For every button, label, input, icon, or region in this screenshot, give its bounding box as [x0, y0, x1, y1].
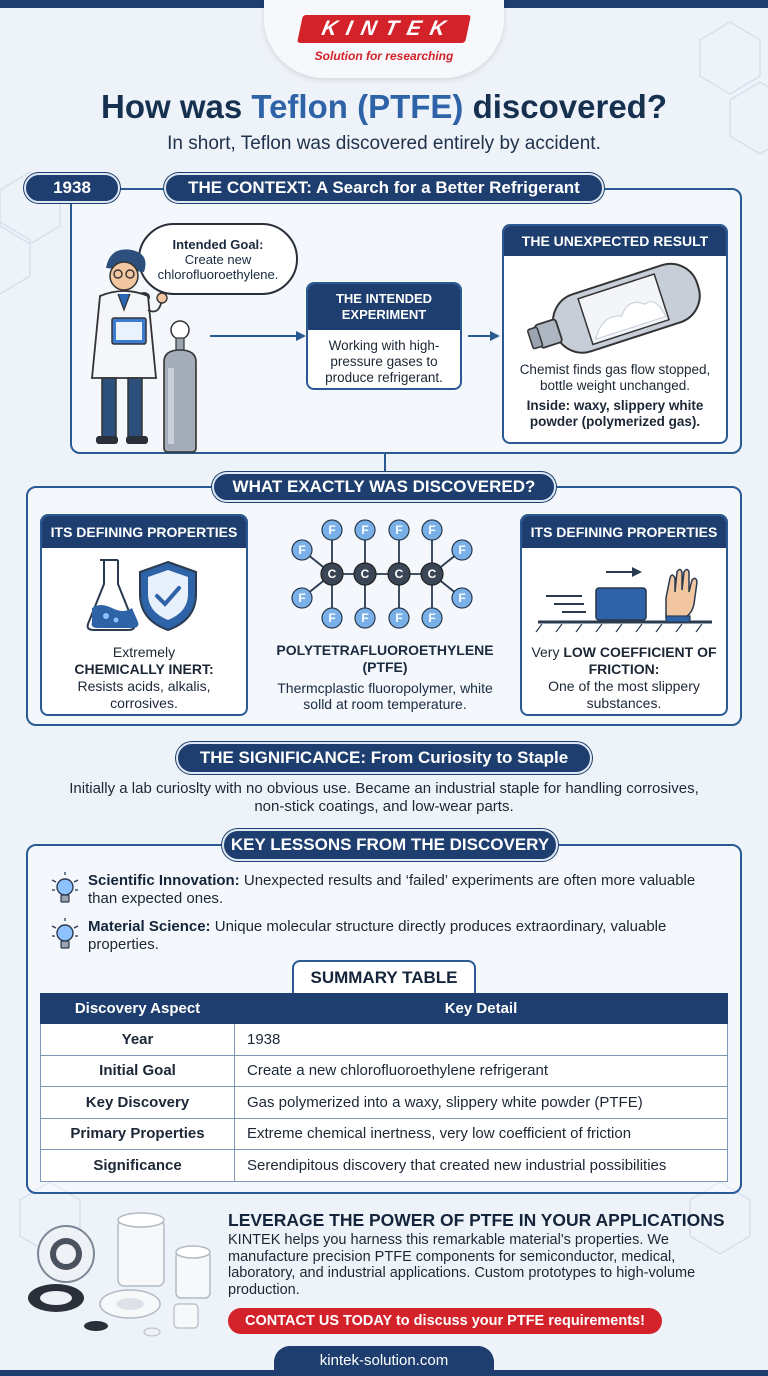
fluorine-atom: F — [458, 591, 466, 605]
lesson-item — [88, 872, 728, 908]
lesson-text: Unexpected results and ‘failed’ experiments are often more valuable than expected ones. — [88, 872, 696, 907]
fluorine-atom: F — [458, 543, 466, 557]
inert-post: Resists acids, alkalis, corrosives. — [77, 678, 211, 711]
brand-header — [264, 0, 504, 78]
page-title — [0, 88, 768, 126]
detail-cell: Extreme chemical inertness, very low coefficient of friction — [235, 1118, 728, 1150]
lesson-title: Scientific Innovation: — [88, 872, 240, 889]
cta-heading: LEVERAGE THE POWER OF PTFE IN YOUR APPLICATIONS — [228, 1210, 725, 1230]
ptfe-molecule-diagram — [282, 516, 482, 638]
fluorine-atom: F — [361, 611, 369, 625]
detail-cell: Serendipitous discovery that created new industrial possibilities — [235, 1150, 728, 1182]
friction-property-text — [524, 644, 724, 712]
table-row — [41, 1055, 728, 1087]
summary-table — [40, 993, 728, 1182]
goal-label: Intended Goal: — [172, 237, 264, 252]
detail-cell: Create a new chlorofluoroethylene refrigerant — [235, 1055, 728, 1087]
powder-bottle-icon — [504, 256, 726, 360]
inert-bold: CHEMICALLY INERT: — [74, 661, 214, 677]
top-band-left — [0, 0, 264, 8]
friction-pre: Very — [531, 644, 560, 660]
fluorine-atom: F — [395, 523, 403, 537]
table-row — [41, 1118, 728, 1150]
fluorine-atom: F — [428, 523, 436, 537]
fluorine-atom: F — [298, 543, 306, 557]
inert-property-text — [44, 644, 244, 712]
result-heading: THE UNEXPECTED RESULT — [504, 226, 726, 256]
fluorine-atom: F — [328, 523, 336, 537]
lesson-text: Unique molecular structure directly produces extraordinary, valuable properties. — [88, 918, 667, 953]
lesson-item — [88, 918, 728, 954]
ptfe-parts-image — [26, 1206, 218, 1346]
detail-cell: Gas polymerized into a waxy, slippery white powder (PTFE) — [235, 1087, 728, 1119]
discovered-heading: WHAT EXACTLY WAS DISCOVERED? — [212, 472, 556, 502]
fluorine-atom: F — [428, 611, 436, 625]
brand-tagline: Solution for researching — [314, 49, 454, 63]
lightbulb-icon — [50, 918, 80, 952]
friction-post: One of the most slippery substances. — [548, 678, 700, 711]
table-row — [41, 1150, 728, 1182]
unexpected-result-card — [502, 224, 728, 444]
sliding-block-icon — [532, 560, 718, 634]
gas-cylinder-icon — [150, 318, 210, 454]
carbon-atom: C — [394, 567, 404, 581]
brand-logo: KINTEK — [297, 15, 471, 43]
carbon-atom: C — [360, 567, 370, 581]
ptfe-name: POLYTETRAFLUOROETHYLENE (PTFE) — [276, 642, 494, 675]
column-header: Discovery Aspect — [41, 994, 235, 1024]
lightbulb-icon — [50, 872, 80, 906]
lessons-heading: KEY LESSONS FROM THE DISCOVERY — [222, 829, 558, 861]
top-band-right — [504, 0, 768, 8]
bottom-band-right — [494, 1370, 768, 1376]
fluorine-atom: F — [298, 591, 306, 605]
fluorine-atom: F — [395, 611, 403, 625]
aspect-cell: Initial Goal — [41, 1055, 235, 1087]
inert-pre: Extremely — [112, 644, 176, 660]
aspect-cell: Primary Properties — [41, 1118, 235, 1150]
aspect-cell: Year — [41, 1024, 235, 1056]
significance-heading: THE SIGNIFICANCE: From Curiosity to Staple — [176, 742, 592, 774]
context-heading: THE CONTEXT: A Search for a Better Refrigerant — [164, 173, 604, 203]
table-row — [41, 1087, 728, 1119]
title-prefix: How was — [101, 88, 252, 125]
left-property-heading: ITS DEFINING PROPERTIES — [42, 516, 246, 548]
year-pill: 1938 — [24, 173, 120, 203]
fluorine-atom: F — [361, 523, 369, 537]
page-subtitle: In short, Teflon was discovered entirely by accident. — [167, 133, 601, 154]
carbon-atom: C — [427, 567, 437, 581]
experiment-heading: THE INTENDED EXPERIMENT — [308, 284, 460, 330]
significance-text: Initially a lab curioslty with no obvious use. Became an industrial staple for handling corrosives, non-stick coatings, and low-wear parts. — [69, 780, 699, 815]
friction-bold: LOW COEFFICIENT OF FRICTION: — [563, 644, 717, 677]
detail-cell: 1938 — [235, 1024, 728, 1056]
title-accent: Teflon (PTFE) — [251, 88, 464, 125]
bottom-band-left — [0, 1370, 274, 1376]
lesson-title: Material Science: — [88, 918, 211, 935]
fluorine-atom: F — [328, 611, 336, 625]
website-link[interactable]: kintek-solution.com — [274, 1346, 494, 1376]
intended-experiment-card — [306, 282, 462, 390]
experiment-body: Working with high-pressure gases to produce refrigerant. — [325, 338, 443, 385]
cta-body: KINTEK helps you harness this remarkable material's properties. We manufacture precision PTFE components for semiconductor, medical, laboratory, and industrial applications. Custom prototypes to high-volume production. — [228, 1232, 696, 1298]
column-header: Key Detail — [235, 994, 728, 1024]
table-row — [41, 1024, 728, 1056]
result-body: Chemist finds gas flow stopped, bottle weight unchanged. — [519, 362, 711, 393]
carbon-atom: C — [327, 567, 337, 581]
goal-text: Create new chlorofluoroethylene. — [157, 252, 279, 282]
flask-shield-icon — [86, 556, 206, 636]
aspect-cell: Key Discovery — [41, 1087, 235, 1119]
result-bold: Inside: waxy, slippery white powder (polymerized gas). — [526, 398, 704, 429]
ptfe-description: Thermcplastic fluoropolymer, white solld at room temperature. — [277, 680, 493, 712]
right-property-heading: ITS DEFINING PROPERTIES — [522, 516, 726, 548]
contact-us-button[interactable]: CONTACT US TODAY to discuss your PTFE requirements! — [228, 1308, 662, 1334]
summary-table-label: SUMMARY TABLE — [292, 960, 476, 994]
table-header-row — [41, 994, 728, 1024]
aspect-cell: Significance — [41, 1150, 235, 1182]
title-suffix: discovered? — [463, 88, 667, 125]
